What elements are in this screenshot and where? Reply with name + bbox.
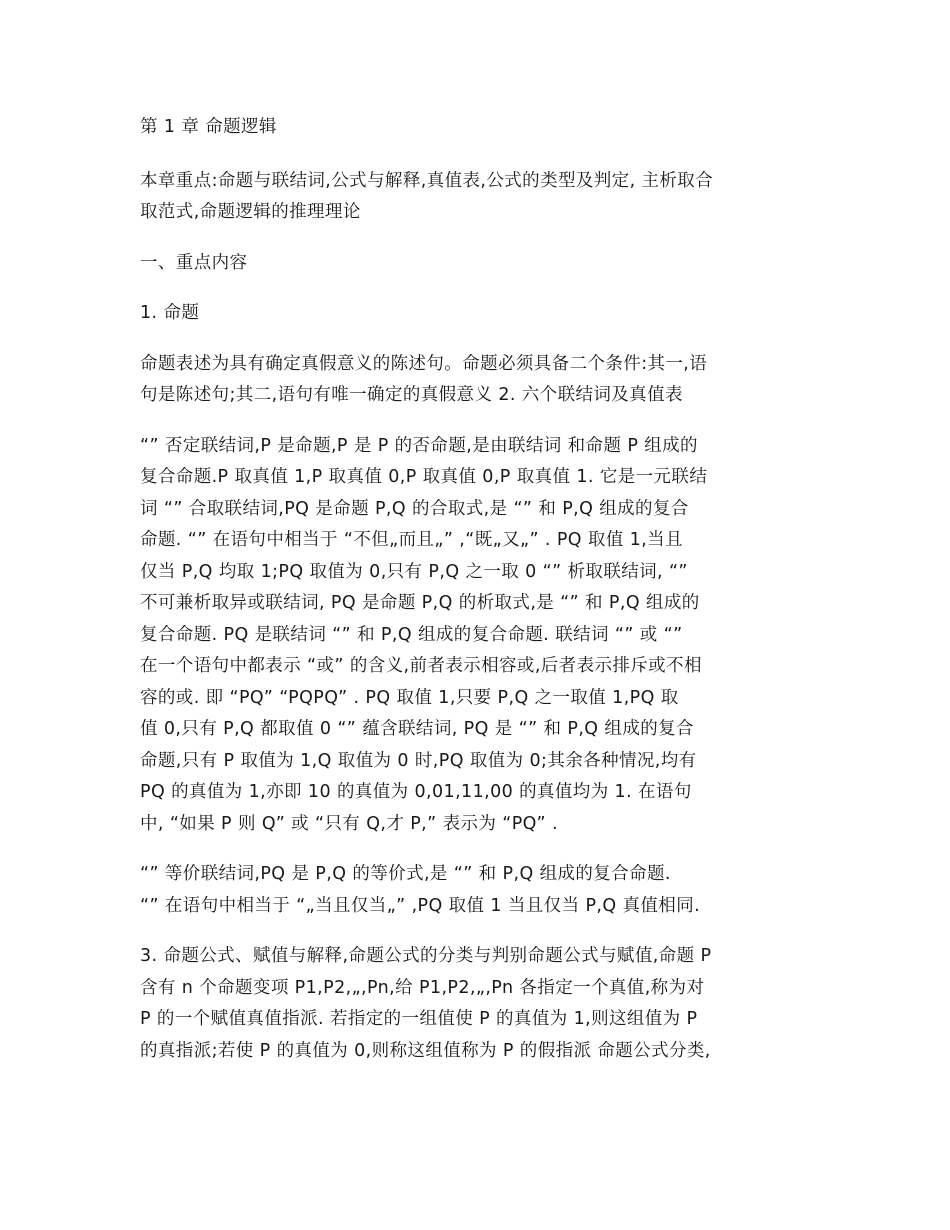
- text-line: 取范式,命题逻辑的推理理论: [140, 202, 361, 222]
- text-line: 命题,只有 P 取值为 1,Q 取值为 0 时,PQ 取值为 0;其余各种情况,均有: [140, 750, 697, 771]
- document-page: [140, 112, 825, 1067]
- equivalence-paragraph: [140, 859, 825, 922]
- text-line: P 的一个赋值真值指派. 若指定的一组值使 P 的真值为 1,则这组值为 P: [140, 1009, 698, 1029]
- connectives-paragraph: [140, 431, 825, 841]
- chapter-focus-paragraph: [140, 166, 825, 229]
- text-line: “” 否定联结词,P 是命题,P 是 P 的否命题,是由联结词 和命题 P 组成的: [140, 435, 698, 456]
- text-line: 不可兼析取异或联结词, PQ 是命题 P,Q 的析取式,是 “” 和 P,Q 组成的: [140, 593, 700, 613]
- text-line: 句是陈述句;其二,语句有唯一确定的真假意义 2. 六个联结词及真值表: [140, 385, 683, 405]
- text-line: 命题表述为具有确定真假意义的陈述句。命题必须具备二个条件:其一,语: [140, 353, 708, 374]
- text-line: 词 “” 合取联结词,PQ 是命题 P,Q 的合取式,是 “” 和 P,Q 组成的复合: [140, 498, 689, 519]
- text-line: 命题. “” 在语句中相当于 “不但„而且„” ,“既„又„” . PQ 取值 1,当且: [140, 530, 683, 550]
- section-heading: 一、重点内容: [140, 252, 248, 273]
- formulas-paragraph: [140, 941, 825, 1067]
- text-line: 3. 命题公式、赋值与解释,命题公式的分类与判别命题公式与赋值,命题 P: [140, 946, 712, 966]
- text-line: 含有 n 个命题变项 P1,P2,„,Pn,给 P1,P2,„,Pn 各指定一个真值,称为对: [140, 977, 705, 998]
- text-line: 值 0,只有 P,Q 都取值 0 “” 蕴含联结词, PQ 是 “” 和 P,Q 组成的复合: [140, 719, 694, 739]
- text-line: 在一个语句中都表示 “或” 的含义,前者表示相容或,后者表示排斥或不相: [140, 656, 702, 676]
- text-line: 的真指派;若使 P 的真值为 0,则称这组值称为 P 的假指派 命题公式分类,: [140, 1040, 711, 1061]
- text-line: 复合命题. PQ 是联结词 “” 和 P,Q 组成的复合命题. 联结词 “” 或 “”: [140, 624, 683, 645]
- text-line: 容的或. 即 “PQ” “PQPQ” . PQ 取值 1,只要 P,Q 之一取值 1,PQ 取: [140, 687, 679, 708]
- proposition-definition-paragraph: [140, 349, 825, 412]
- chapter-title: 第 1 章 命题逻辑: [140, 117, 277, 137]
- text-line: 复合命题.P 取真值 1,P 取真值 0,P 取真值 0,P 取真值 1. 它是一元联结: [140, 467, 708, 487]
- text-line: 本章重点:命题与联结词,公式与解释,真值表,公式的类型及判定, 主析取合: [140, 170, 714, 191]
- text-line: “” 等价联结词,PQ 是 P,Q 的等价式,是 “” 和 P,Q 组成的复合命题.: [140, 864, 671, 884]
- text-line: 中, “如果 P 则 Q” 或 “只有 Q,才 P,” 表示为 “PQ” .: [140, 813, 558, 834]
- text-line: PQ 的真值为 1,亦即 10 的真值为 0,01,11,00 的真值均为 1. 在语句: [140, 782, 692, 802]
- text-line: “” 在语句中相当于 “„当且仅当„” ,PQ 取值 1 当且仅当 P,Q 真值相同.: [140, 895, 701, 916]
- text-line: 仅当 P,Q 均取 1;PQ 取值为 0,只有 P,Q 之一取 0 “” 析取联结词, “”: [140, 561, 688, 582]
- subsection-heading: 1. 命题: [140, 303, 200, 323]
